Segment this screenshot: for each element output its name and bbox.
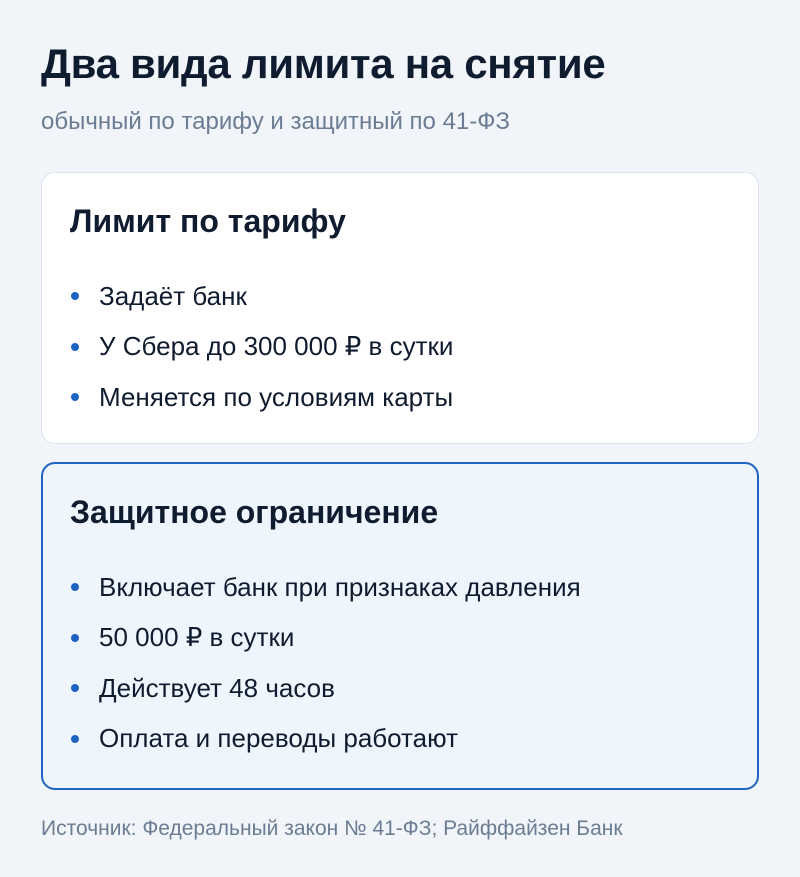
bullet-icon — [71, 343, 79, 351]
card-title: Лимит по тарифу — [70, 203, 346, 239]
bullet-icon — [71, 393, 79, 401]
card-list — [71, 562, 581, 764]
list-item-text: Меняется по условиям карты — [99, 381, 454, 412]
card-list — [71, 271, 453, 423]
bullet-icon — [71, 583, 79, 591]
infographic — [41, 0, 759, 877]
list-item — [71, 613, 581, 664]
card-title: Защитное ограничение — [70, 494, 439, 530]
list-item — [71, 663, 581, 714]
list-item-text: Оплата и переводы работают — [99, 723, 458, 754]
bullet-icon — [71, 684, 79, 692]
page-title: Два вида лимита на снятие — [41, 40, 606, 87]
list-item-text: У Сбера до 300 000 ₽ в сутки — [99, 331, 454, 362]
bullet-icon — [71, 735, 79, 743]
tariff-limit-card — [41, 172, 759, 444]
bullet-icon — [71, 634, 79, 642]
list-item — [71, 714, 581, 765]
list-item-text: Действует 48 часов — [99, 672, 335, 703]
source-note: Источник: Федеральный закон № 41-ФЗ; Райффайзен Банк — [41, 817, 623, 840]
bullet-icon — [71, 292, 79, 300]
protective-limit-card — [41, 462, 759, 790]
list-item — [71, 271, 453, 322]
list-item-text: Задаёт банк — [99, 280, 247, 311]
list-item-text: Включает банк при признаках давления — [99, 571, 581, 602]
list-item — [71, 562, 581, 613]
page-subtitle: обычный по тарифу и защитный по 41-ФЗ — [41, 108, 510, 135]
list-item — [71, 322, 453, 373]
list-item — [71, 372, 453, 423]
list-item-text: 50 000 ₽ в сутки — [99, 622, 295, 653]
